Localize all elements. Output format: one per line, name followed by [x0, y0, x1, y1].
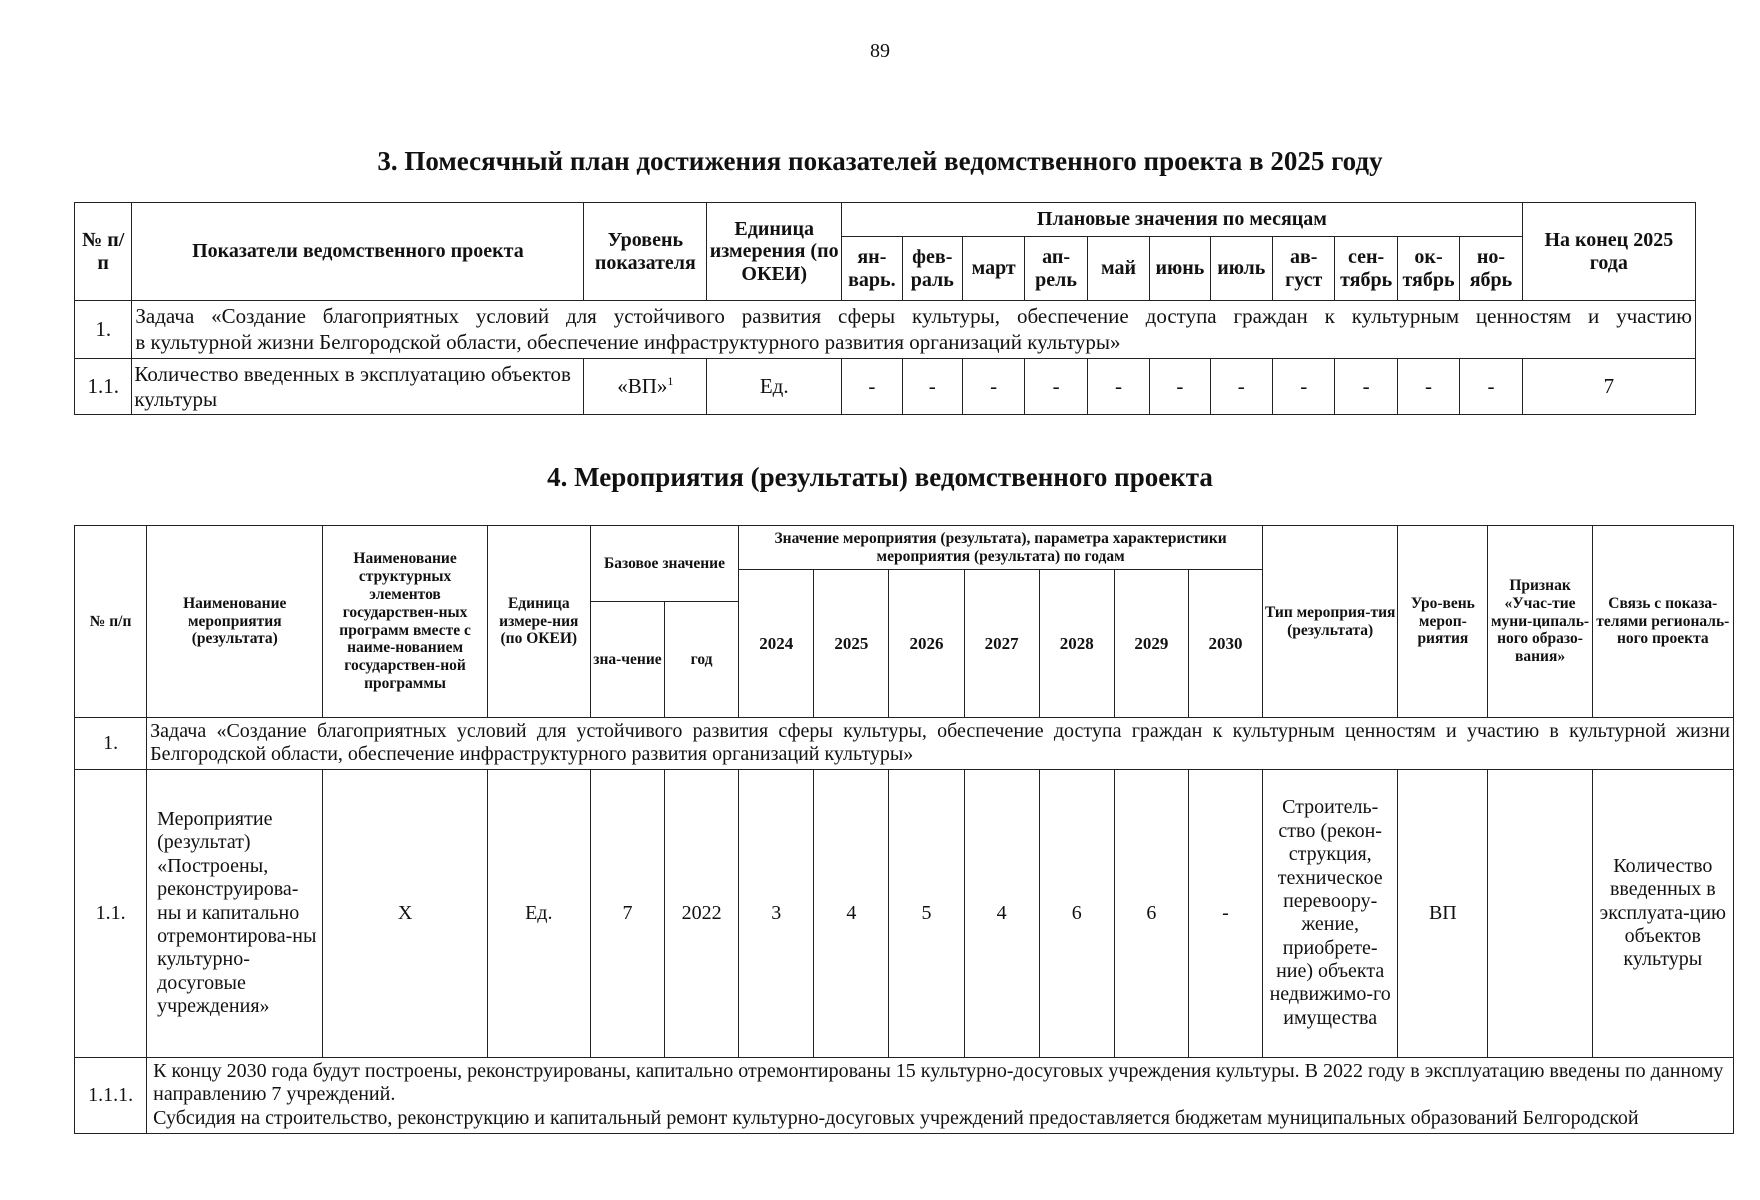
year-value: - — [1188, 769, 1262, 1057]
header-indicator: Показатели ведомственного проекта — [132, 203, 584, 301]
indicator-name: Количество введенных в эксплуатацию объектов культуры — [132, 359, 584, 415]
header-year: 2026 — [889, 570, 964, 718]
year-value: 6 — [1114, 769, 1188, 1057]
task-text-line2: в культурной жизни Белгородской области, обеспечение инфраструктурного развития организаций культуры» — [135, 329, 1121, 354]
year-value: 4 — [964, 769, 1039, 1057]
measure-unit: Ед. — [487, 769, 590, 1057]
header-year: 2024 — [739, 570, 814, 718]
month-value: - — [1273, 359, 1335, 415]
note-num: 1.1.1. — [75, 1057, 147, 1133]
month-value: - — [842, 359, 902, 415]
header-num: № п/п — [75, 526, 147, 718]
header-month: июль — [1210, 237, 1272, 301]
task-num: 1. — [75, 301, 132, 359]
end-value: 7 — [1522, 359, 1695, 415]
header-unit: Единица измерения (по ОКЕИ) — [707, 203, 842, 301]
measure-num: 1.1. — [75, 769, 147, 1057]
month-value: - — [1397, 359, 1459, 415]
header-month: июнь — [1150, 237, 1210, 301]
indicator-num: 1.1. — [75, 359, 132, 415]
header-year: 2030 — [1188, 570, 1262, 718]
header-type: Тип мероприя-тия (результата) — [1263, 526, 1398, 718]
measure-row — [75, 769, 1734, 1057]
header-year: 2028 — [1039, 570, 1114, 718]
section4-title: 4. Мероприятия (результаты) ведомственного проекта — [547, 462, 1213, 492]
header-num: № п/п — [75, 203, 132, 301]
footnote-mark: 1 — [667, 374, 674, 388]
header-values-by-year: Значение мероприятия (результата), параметра характеристики мероприятия (результата) по годам — [739, 526, 1263, 570]
month-value: - — [1150, 359, 1210, 415]
task-text — [147, 718, 1734, 770]
header-planned: Плановые значения по месяцам — [842, 203, 1523, 237]
base-value: 7 — [590, 769, 664, 1057]
header-month: май — [1087, 237, 1149, 301]
task-text-line2: Белгородской области, обеспечение инфраструктурного развития организаций культуры» — [150, 743, 914, 766]
task-row — [75, 718, 1734, 770]
page-number: 89 — [870, 40, 890, 62]
header-month: ян-варь. — [842, 237, 902, 301]
header-year: 2029 — [1114, 570, 1188, 718]
header-month: март — [962, 237, 1024, 301]
note-line2: Субсидия на строительство, реконструкцию и капитальный ремонт культурно-досуговых учреждений предоставляется бюджетам муниципальных образований Белгородской — [153, 1106, 1639, 1129]
header-month: но-ябрь — [1460, 237, 1522, 301]
year-value: 5 — [889, 769, 964, 1057]
month-value: - — [1087, 359, 1149, 415]
task-text — [132, 301, 1696, 359]
task-num: 1. — [75, 718, 147, 770]
header-level: Уро-вень мероп-риятия — [1398, 526, 1488, 718]
base-year: 2022 — [665, 769, 739, 1057]
measure-type: Строитель-ство (рекон-струкция, техническое перевоору-жение, приобрете-ние) объекта недвижимо-го имущества — [1263, 769, 1398, 1057]
section3-title: 3. Помесячный план достижения показателей ведомственного проекта в 2025 году — [377, 146, 1383, 176]
header-base-value: зна-чение — [590, 602, 664, 718]
task-text-line1: Задача «Создание благоприятных условий для устойчивого развития сферы культуры, обеспечение доступа граждан к культурным ценностям и участию — [135, 303, 1692, 328]
note-text — [147, 1057, 1734, 1133]
month-value: - — [902, 359, 962, 415]
month-value: - — [962, 359, 1024, 415]
header-month: ап-рель — [1025, 237, 1087, 301]
year-value: 6 — [1039, 769, 1114, 1057]
header-month: ок-тябрь — [1397, 237, 1459, 301]
month-value: - — [1025, 359, 1087, 415]
monthly-plan-table — [74, 202, 1696, 415]
indicator-level-text: «ВП» — [617, 374, 668, 398]
indicator-level — [584, 359, 707, 415]
indicator-row — [75, 359, 1696, 415]
header-month: фев-раль — [902, 237, 962, 301]
header-year: 2025 — [814, 570, 889, 718]
measure-municipal — [1488, 769, 1592, 1057]
measure-link: Количество введенных в эксплуата-цию объектов культуры — [1592, 769, 1733, 1057]
header-structure: Наименование структурных элементов государствен-ных программ вместе с наиме-нованием государствен-ной программы — [323, 526, 487, 718]
header-base: Базовое значение — [590, 526, 738, 602]
month-value: - — [1460, 359, 1522, 415]
year-value: 4 — [814, 769, 889, 1057]
note-row — [75, 1057, 1734, 1133]
measure-structure: Х — [323, 769, 487, 1057]
header-end: На конец 2025 года — [1522, 203, 1695, 301]
task-text-line1: Задача «Создание благоприятных условий для устойчивого развития сферы культуры, обеспечение доступа граждан к культурным ценностям и участию в культурной жизни — [150, 720, 1730, 742]
header-unit: Единица измере-ния (по ОКЕИ) — [487, 526, 590, 718]
header-measure-name: Наименование мероприятия (результата) — [147, 526, 323, 718]
header-level: Уровень показателя — [584, 203, 707, 301]
task-row — [75, 301, 1696, 359]
header-year: 2027 — [964, 570, 1039, 718]
header-base-year: год — [665, 602, 739, 718]
measures-table — [74, 525, 1734, 1134]
header-month: ав-густ — [1273, 237, 1335, 301]
measure-level: ВП — [1398, 769, 1488, 1057]
year-value: 3 — [739, 769, 814, 1057]
header-municipal: Признак «Учас-тие муни-ципаль-ного образо-вания» — [1488, 526, 1592, 718]
measure-name: Мероприятие (результат) «Построены, реконструирова-ны и капитально отремонтирова-ны культурно-досуговые учреждения» — [147, 769, 323, 1057]
month-value: - — [1210, 359, 1272, 415]
header-month: сен-тябрь — [1335, 237, 1397, 301]
note-line1: К концу 2030 года будут построены, реконструированы, капитально отремонтированы 15 культурно-досуговых учреждения культуры. В 2022 году в эксплуатацию введены по данному направлению 7 учреждений. — [153, 1059, 1724, 1106]
indicator-unit: Ед. — [707, 359, 842, 415]
header-link: Связь с показа-телями региональ-ного проекта — [1592, 526, 1733, 718]
month-value: - — [1335, 359, 1397, 415]
